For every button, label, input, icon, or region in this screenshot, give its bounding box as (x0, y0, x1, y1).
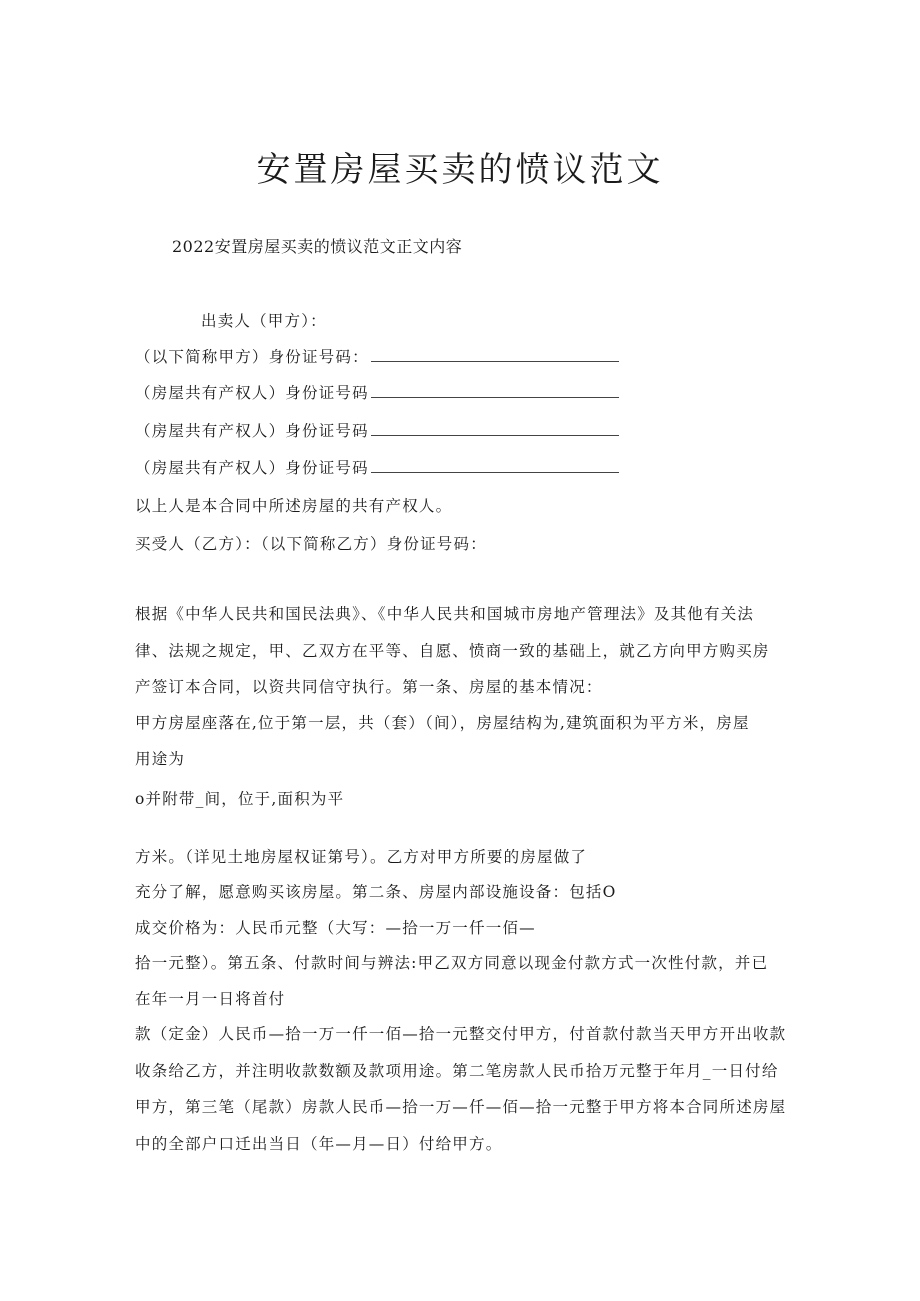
co-owner-line-2: （房屋共有产权人）身份证号码 (135, 419, 619, 443)
buyer-line: 买受人（乙方）：（以下简称乙方）身份证号码： (135, 535, 487, 553)
fill-in-blank (371, 345, 619, 362)
paragraph-line: 甲方，第三笔（尾款）房款人民币—拾一万—仟—佰—拾一元整于甲方将本合同所述房屋 (135, 1098, 787, 1116)
fill-in-blank (371, 456, 619, 473)
paragraph-line: 款（定金）人民币—拾一万一仟一佰—拾一元整交付甲方，付首款付款当天甲方开出收款 (135, 1025, 787, 1043)
fill-in-blank (371, 419, 619, 436)
paragraph-line: 律、法规之规定，甲、乙双方在平等、自愿、愤商一致的基础上，就乙方向甲方购买房 (135, 642, 770, 660)
co-owner-line-1: （房屋共有产权人）身份证号码 (135, 381, 619, 405)
paragraph-line: 中的全部户口迁出当日（年—月—日）付给甲方。 (135, 1135, 503, 1153)
paragraph-line: 成交价格为：人民币元整（大写：—拾一万一仟一佰— (135, 919, 536, 937)
co-owner-line-3: （房屋共有产权人）身份证号码 (135, 456, 619, 480)
paragraph-line: 拾一元整）。第五条、付款时间与辨法:甲乙双方同意以现金付款方式一次性付款，并已 (135, 954, 769, 972)
paragraph-line: 用途为 (135, 750, 186, 768)
paragraph-line: 根据《中华人民共和国民法典》、《中华人民共和国城市房地产管理法》及其他有关法 (135, 605, 755, 623)
fill-in-blank (371, 381, 619, 398)
page-title: 安置房屋买卖的愤议范文 (256, 150, 664, 190)
paragraph-line: o并附带_间，位于,面积为平 (135, 790, 345, 808)
paragraph-line: 充分了解，愿意购买该房屋。第二条、房屋内部设施设备：包括O (135, 883, 617, 901)
document-subtitle: 2022安置房屋买卖的愤议范文正文内容 (172, 237, 463, 256)
paragraph-line: 产签订本合同，以资共同信守执行。第一条、房屋的基本情况： (135, 678, 603, 696)
seller-id-line: （以下简称甲方）身份证号码： (135, 345, 619, 369)
paragraph-line: 方米。（详见土地房屋权证第号）。乙方对甲方所要的房屋做了 (135, 848, 588, 866)
paragraph-line: 以上人是本合同中所述房屋的共有产权人。 (135, 497, 453, 515)
seller-line: 出卖人（甲方）： (201, 312, 327, 330)
paragraph-line: 收条给乙方，并注明收款数额及款项用途。第二笔房款人民币拾万元整于年月_一日付给 (135, 1062, 779, 1080)
paragraph-line: 在年一月一日将首付 (135, 990, 286, 1008)
paragraph-line: 甲方房屋座落在,位于第一层，共（套）（间），房屋结构为,建筑面积为平方米，房屋 (135, 714, 750, 732)
